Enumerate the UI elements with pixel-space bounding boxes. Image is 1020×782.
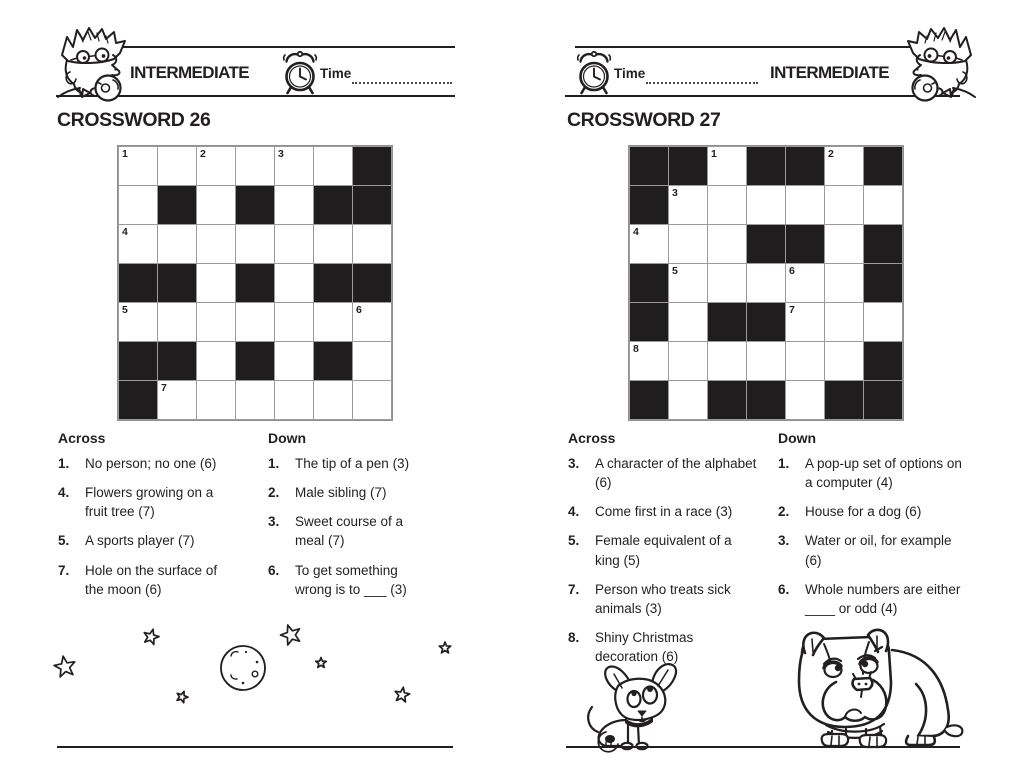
across-heading: Across	[58, 430, 106, 446]
star-icon	[316, 658, 326, 668]
star-icon	[439, 642, 450, 653]
letter-cell[interactable]	[353, 225, 391, 263]
letter-cell[interactable]	[669, 264, 707, 302]
alarm-clock-icon	[576, 50, 612, 96]
clue-text: House for a dog (6)	[805, 504, 922, 520]
clue-text: A sports player (7)	[85, 533, 195, 549]
clue-text: No person; no one (6)	[85, 456, 217, 471]
down-clue-list	[778, 454, 964, 618]
letter-cell[interactable]	[708, 147, 746, 185]
clue-item	[58, 531, 236, 550]
letter-cell[interactable]	[786, 186, 824, 224]
clue-number: 3.	[268, 514, 280, 530]
clue-number: 4.	[568, 504, 580, 520]
letter-cell[interactable]	[747, 264, 785, 302]
cell-number: 1	[711, 148, 717, 160]
black-cell	[158, 342, 196, 380]
letter-cell[interactable]	[158, 303, 196, 341]
black-cell	[747, 147, 785, 185]
clue-text: Male sibling (7)	[295, 485, 387, 501]
clue-item	[778, 531, 964, 569]
black-cell	[630, 264, 668, 302]
letter-cell[interactable]	[825, 186, 863, 224]
clue-item	[568, 531, 760, 569]
letter-cell[interactable]	[236, 225, 274, 263]
black-cell	[314, 186, 352, 224]
letter-cell[interactable]	[197, 342, 235, 380]
letter-cell[interactable]	[314, 147, 352, 185]
black-cell	[708, 381, 746, 419]
black-cell	[353, 264, 391, 302]
cell-number: 2	[828, 148, 834, 160]
clue-text: Female equivalent of a king (5)	[595, 533, 732, 568]
clue-text: Shiny Christmas decoration (6)	[595, 630, 694, 665]
letter-cell[interactable]	[275, 186, 313, 224]
letter-cell[interactable]	[708, 186, 746, 224]
clue-number: 8.	[568, 630, 580, 646]
letter-cell[interactable]	[197, 381, 235, 419]
black-cell	[630, 147, 668, 185]
letter-cell[interactable]	[669, 225, 707, 263]
letter-cell[interactable]	[708, 225, 746, 263]
letter-cell[interactable]	[864, 186, 902, 224]
clue-number: 7.	[568, 581, 580, 597]
clue-number: 7.	[58, 562, 70, 578]
black-cell	[236, 264, 274, 302]
letter-cell[interactable]	[236, 381, 274, 419]
time-label: Time	[614, 66, 646, 81]
letter-cell[interactable]	[314, 381, 352, 419]
clue-item	[268, 512, 436, 550]
black-cell	[353, 147, 391, 185]
letter-cell[interactable]	[119, 186, 157, 224]
clue-item	[568, 580, 760, 618]
chihuahua-illustration	[580, 658, 710, 750]
clue-number: 3.	[778, 533, 790, 549]
across-clues-column	[568, 430, 760, 676]
black-cell	[786, 225, 824, 263]
letter-cell[interactable]	[708, 264, 746, 302]
letter-cell[interactable]	[747, 342, 785, 380]
letter-cell[interactable]	[353, 381, 391, 419]
cell-number: 8	[633, 343, 639, 355]
cell-number: 3	[278, 148, 284, 160]
cell-number: 7	[789, 304, 795, 316]
star-icon	[142, 627, 160, 645]
black-cell	[747, 303, 785, 341]
letter-cell[interactable]	[158, 381, 196, 419]
star-icon	[53, 654, 77, 677]
letter-cell[interactable]	[825, 147, 863, 185]
cell-number: 3	[672, 187, 678, 199]
clue-text: The tip of a pen (3)	[295, 456, 410, 471]
clue-item	[58, 561, 236, 599]
cell-number: 5	[122, 304, 128, 316]
black-cell	[630, 381, 668, 419]
crossword-grid	[628, 145, 904, 421]
letter-cell[interactable]	[747, 186, 785, 224]
bulldog-illustration	[772, 624, 967, 749]
letter-cell[interactable]	[314, 225, 352, 263]
clue-item	[778, 502, 964, 521]
letter-cell[interactable]	[669, 381, 707, 419]
footer-rule-left	[57, 746, 453, 748]
clue-item	[778, 580, 964, 618]
letter-cell[interactable]	[353, 303, 391, 341]
cell-number: 6	[356, 304, 362, 316]
level-badge: INTERMEDIATE	[770, 63, 890, 82]
black-cell	[119, 381, 157, 419]
letter-cell[interactable]	[353, 342, 391, 380]
cell-number: 4	[122, 226, 128, 238]
letter-cell[interactable]	[708, 342, 746, 380]
boy-blowing-whistle-illustration	[893, 22, 983, 107]
letter-cell[interactable]	[197, 186, 235, 224]
black-cell	[236, 186, 274, 224]
black-cell	[630, 186, 668, 224]
black-cell	[864, 147, 902, 185]
clue-item	[568, 502, 760, 521]
clue-text: Flowers growing on a fruit tree (7)	[85, 485, 214, 520]
letter-cell[interactable]	[825, 225, 863, 263]
puzzle-title: CROSSWORD 26	[57, 109, 211, 131]
clue-item	[568, 454, 760, 492]
cell-number: 4	[633, 226, 639, 238]
black-cell	[747, 225, 785, 263]
clue-number: 1.	[58, 456, 70, 471]
letter-cell[interactable]	[275, 225, 313, 263]
black-cell	[119, 264, 157, 302]
clue-item	[58, 483, 236, 521]
star-icon	[278, 622, 303, 646]
moon-illustration	[221, 646, 265, 690]
cell-number: 6	[789, 265, 795, 277]
header-rule-top-left	[85, 46, 455, 48]
across-heading: Across	[568, 430, 616, 446]
letter-cell[interactable]	[119, 303, 157, 341]
clue-text: To get something wrong is to ___ (3)	[295, 562, 407, 597]
letter-cell[interactable]	[630, 342, 668, 380]
letter-cell[interactable]	[314, 303, 352, 341]
clue-item	[778, 454, 964, 492]
black-cell	[825, 381, 863, 419]
letter-cell[interactable]	[825, 303, 863, 341]
letter-cell[interactable]	[275, 381, 313, 419]
time-fill-in-line[interactable]	[646, 70, 758, 84]
clue-item	[268, 483, 436, 502]
letter-cell[interactable]	[236, 147, 274, 185]
clue-text: Sweet course of a meal (7)	[295, 514, 404, 549]
clue-text: A character of the alphabet (6)	[595, 456, 757, 491]
across-clue-list	[58, 454, 236, 599]
clue-number: 6.	[778, 581, 790, 597]
letter-cell[interactable]	[786, 264, 824, 302]
letter-cell[interactable]	[119, 147, 157, 185]
clue-text: Hole on the surface of the moon (6)	[85, 562, 218, 597]
black-cell	[630, 303, 668, 341]
star-icon	[175, 689, 189, 703]
level-badge: INTERMEDIATE	[130, 63, 250, 82]
letter-cell[interactable]	[786, 342, 824, 380]
black-cell	[864, 342, 902, 380]
clue-text: Person who treats sick animals (3)	[595, 581, 731, 616]
clue-number: 2.	[268, 485, 280, 501]
letter-cell[interactable]	[197, 147, 235, 185]
letter-cell[interactable]	[275, 303, 313, 341]
clue-text: Water or oil, for example (6)	[805, 533, 952, 568]
clue-text: Whole numbers are either ____ or odd (4)	[805, 581, 961, 616]
letter-cell[interactable]	[197, 303, 235, 341]
moon-and-stars-illustration	[55, 622, 460, 712]
clue-number: 4.	[58, 485, 70, 501]
black-cell	[158, 186, 196, 224]
letter-cell[interactable]	[630, 225, 668, 263]
down-clue-list	[268, 454, 436, 599]
down-heading: Down	[778, 430, 817, 446]
star-icon	[394, 686, 411, 702]
black-cell	[669, 147, 707, 185]
clue-number: 6.	[268, 562, 280, 578]
clue-number: 1.	[778, 456, 790, 471]
clue-number: 1.	[268, 456, 280, 471]
cell-number: 2	[200, 148, 206, 160]
letter-cell[interactable]	[825, 342, 863, 380]
crossword-grid	[117, 145, 393, 421]
cell-number: 7	[161, 382, 167, 394]
letter-cell[interactable]	[197, 264, 235, 302]
black-cell	[864, 264, 902, 302]
black-cell	[786, 147, 824, 185]
clue-item	[58, 454, 236, 473]
clue-number: 3.	[568, 456, 580, 471]
black-cell	[314, 264, 352, 302]
across-clue-list	[568, 454, 760, 666]
clue-item	[268, 561, 436, 599]
black-cell	[864, 381, 902, 419]
black-cell	[119, 342, 157, 380]
letter-cell[interactable]	[275, 264, 313, 302]
letter-cell[interactable]	[158, 147, 196, 185]
footer-rule-right	[566, 746, 960, 748]
letter-cell[interactable]	[119, 225, 157, 263]
letter-cell[interactable]	[669, 303, 707, 341]
alarm-clock-icon	[282, 50, 318, 96]
black-cell	[353, 186, 391, 224]
down-clues-column	[778, 430, 964, 628]
letter-cell[interactable]	[275, 342, 313, 380]
black-cell	[708, 303, 746, 341]
header-rule-top-right	[575, 46, 935, 48]
clue-item	[268, 454, 436, 473]
letter-cell[interactable]	[236, 303, 274, 341]
time-label: Time	[320, 66, 352, 81]
black-cell	[314, 342, 352, 380]
letter-cell[interactable]	[275, 147, 313, 185]
letter-cell[interactable]	[786, 303, 824, 341]
puzzle-title: CROSSWORD 27	[567, 109, 721, 131]
down-heading: Down	[268, 430, 307, 446]
black-cell	[236, 342, 274, 380]
clue-number: 2.	[778, 504, 790, 520]
clue-text: A pop-up set of options on a computer (4)	[805, 456, 962, 491]
black-cell	[747, 381, 785, 419]
across-clues-column	[58, 430, 236, 609]
boy-blowing-whistle-illustration	[50, 22, 140, 107]
letter-cell[interactable]	[864, 303, 902, 341]
black-cell	[864, 225, 902, 263]
time-fill-in-line[interactable]	[352, 70, 452, 84]
clue-number: 5.	[568, 533, 580, 549]
clue-number: 5.	[58, 533, 70, 549]
letter-cell[interactable]	[158, 225, 196, 263]
letter-cell[interactable]	[825, 264, 863, 302]
letter-cell[interactable]	[669, 342, 707, 380]
black-cell	[158, 264, 196, 302]
letter-cell[interactable]	[669, 186, 707, 224]
letter-cell[interactable]	[197, 225, 235, 263]
clue-text: Come first in a race (3)	[595, 504, 733, 520]
down-clues-column	[268, 430, 436, 609]
letter-cell[interactable]	[786, 381, 824, 419]
cell-number: 5	[672, 265, 678, 277]
cell-number: 1	[122, 148, 128, 160]
